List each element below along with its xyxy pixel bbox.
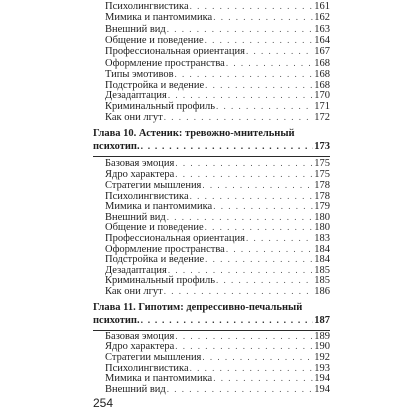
toc-entry-label: Криминальный профиль <box>105 275 216 287</box>
toc-entry-label: Дезадаптация <box>105 264 167 276</box>
dot-leader <box>226 57 313 69</box>
toc-entry-label: Подстройка и ведение <box>105 79 205 91</box>
toc-entry-page: 178 <box>314 179 330 191</box>
dot-leader <box>213 11 313 23</box>
toc-entry-page: 194 <box>314 383 330 395</box>
toc-entry-label: Криминальный профиль <box>105 101 216 113</box>
toc-entry-page: 180 <box>314 211 330 223</box>
toc-entry-label: Базовая эмоция <box>105 330 175 342</box>
dot-leader <box>175 157 313 169</box>
toc-entry-page: 162 <box>314 12 330 24</box>
toc-entry-page: 185 <box>314 275 330 287</box>
toc-entry-page: 193 <box>314 362 330 374</box>
dot-leader <box>205 34 314 46</box>
toc-entry-page: 161 <box>314 1 330 12</box>
dot-leader <box>141 141 314 154</box>
page-number: 254 <box>93 396 114 410</box>
toc-entry-page: 163 <box>314 23 330 35</box>
toc-entry-page: 175 <box>314 157 330 169</box>
toc-entry-label: Мимика и пантомимика <box>105 201 213 213</box>
toc-entry-page: 178 <box>314 190 330 202</box>
toc-entry-label: Мимика и пантомимика <box>105 12 213 24</box>
toc-entry-page: 168 <box>314 69 330 81</box>
toc-entry-page: 185 <box>314 264 330 276</box>
toc-entry-page: 170 <box>314 90 330 102</box>
toc-entry-page: 186 <box>314 286 330 298</box>
chapter-page: 173 <box>314 141 330 153</box>
toc-entry-label: Типы эмотивов <box>105 69 174 81</box>
toc-entry-page: 172 <box>314 111 330 123</box>
toc-entry-page: 171 <box>314 101 330 113</box>
toc-entry-label: Внешний вид <box>105 383 166 395</box>
toc-entry-label: Внешний вид <box>105 23 166 35</box>
toc-entry-page: 168 <box>314 57 330 69</box>
toc-entry-label: Ядро характера <box>105 169 175 181</box>
toc-entry-label: Подстройка и ведение <box>105 254 205 266</box>
dot-leader <box>167 383 313 395</box>
chapter-heading <box>93 127 330 157</box>
toc-entry-label: Общение и поведение <box>105 35 204 47</box>
toc-entry-label: Оформление пространства <box>105 57 225 69</box>
chapter-title-continued: психотип. <box>93 141 140 153</box>
toc-entry-page: 184 <box>314 254 330 266</box>
chapter-title-continued: психотип. <box>93 315 140 326</box>
toc-entry-page: 164 <box>314 35 330 47</box>
toc-entry-label: Профессиональная ориентация <box>105 46 245 58</box>
toc-entry-label: Психолингвистика <box>105 362 189 374</box>
toc-entry-label: Психолингвистика <box>105 1 189 12</box>
toc-entry <box>105 111 330 124</box>
toc-entry-label: Дезадаптация <box>105 90 167 102</box>
dot-leader <box>167 23 313 35</box>
chapter-heading <box>93 301 330 331</box>
dot-leader <box>141 315 314 328</box>
toc-entry-page: 175 <box>314 169 330 181</box>
dot-leader <box>164 285 314 297</box>
toc-entry-label: Как они лгут <box>105 111 163 123</box>
dot-leader <box>246 45 313 57</box>
toc-entry-label: Психолингвистика <box>105 190 189 202</box>
toc-entry-label: Мимика и пантомимика <box>105 373 213 385</box>
toc-entry-page: 180 <box>314 222 330 234</box>
toc-entry-page: 179 <box>314 201 330 213</box>
chapter-title: Глава 10. Астеник: тревожно-мнительный <box>93 128 295 140</box>
chapter-title: Глава 11. Гипотим: депрессивно-печальный <box>93 302 303 313</box>
toc-entry-label: Ядро характера <box>105 341 175 353</box>
toc-entry-label: Как они лгут <box>105 286 163 298</box>
toc-entry-page: 192 <box>314 352 330 364</box>
toc-entry-page: 168 <box>314 79 330 91</box>
toc-entry-label: Оформление пространства <box>105 243 225 255</box>
toc-entry-label: Общение и поведение <box>105 222 204 234</box>
toc-entry <box>105 285 330 298</box>
dot-leader <box>190 0 314 12</box>
toc-entry-label: Внешний вид <box>105 211 166 223</box>
toc-entry-page: 167 <box>314 46 330 58</box>
toc-entry-label: Базовая эмоция <box>105 157 175 169</box>
chapter-page: 187 <box>314 315 330 326</box>
toc-entry-page: 183 <box>314 233 330 244</box>
dot-leader <box>164 111 314 123</box>
toc-entry-page: 189 <box>314 330 330 342</box>
toc-entry <box>105 383 330 396</box>
toc-entry-label: Стратегии мышления <box>105 179 202 191</box>
toc-entry-page: 190 <box>314 341 330 353</box>
toc-entry-page: 194 <box>314 373 330 385</box>
toc-entry-label: Профессиональная ориентация <box>105 233 245 244</box>
toc-entry-page: 184 <box>314 243 330 255</box>
toc-entry-label: Стратегии мышления <box>105 352 202 364</box>
